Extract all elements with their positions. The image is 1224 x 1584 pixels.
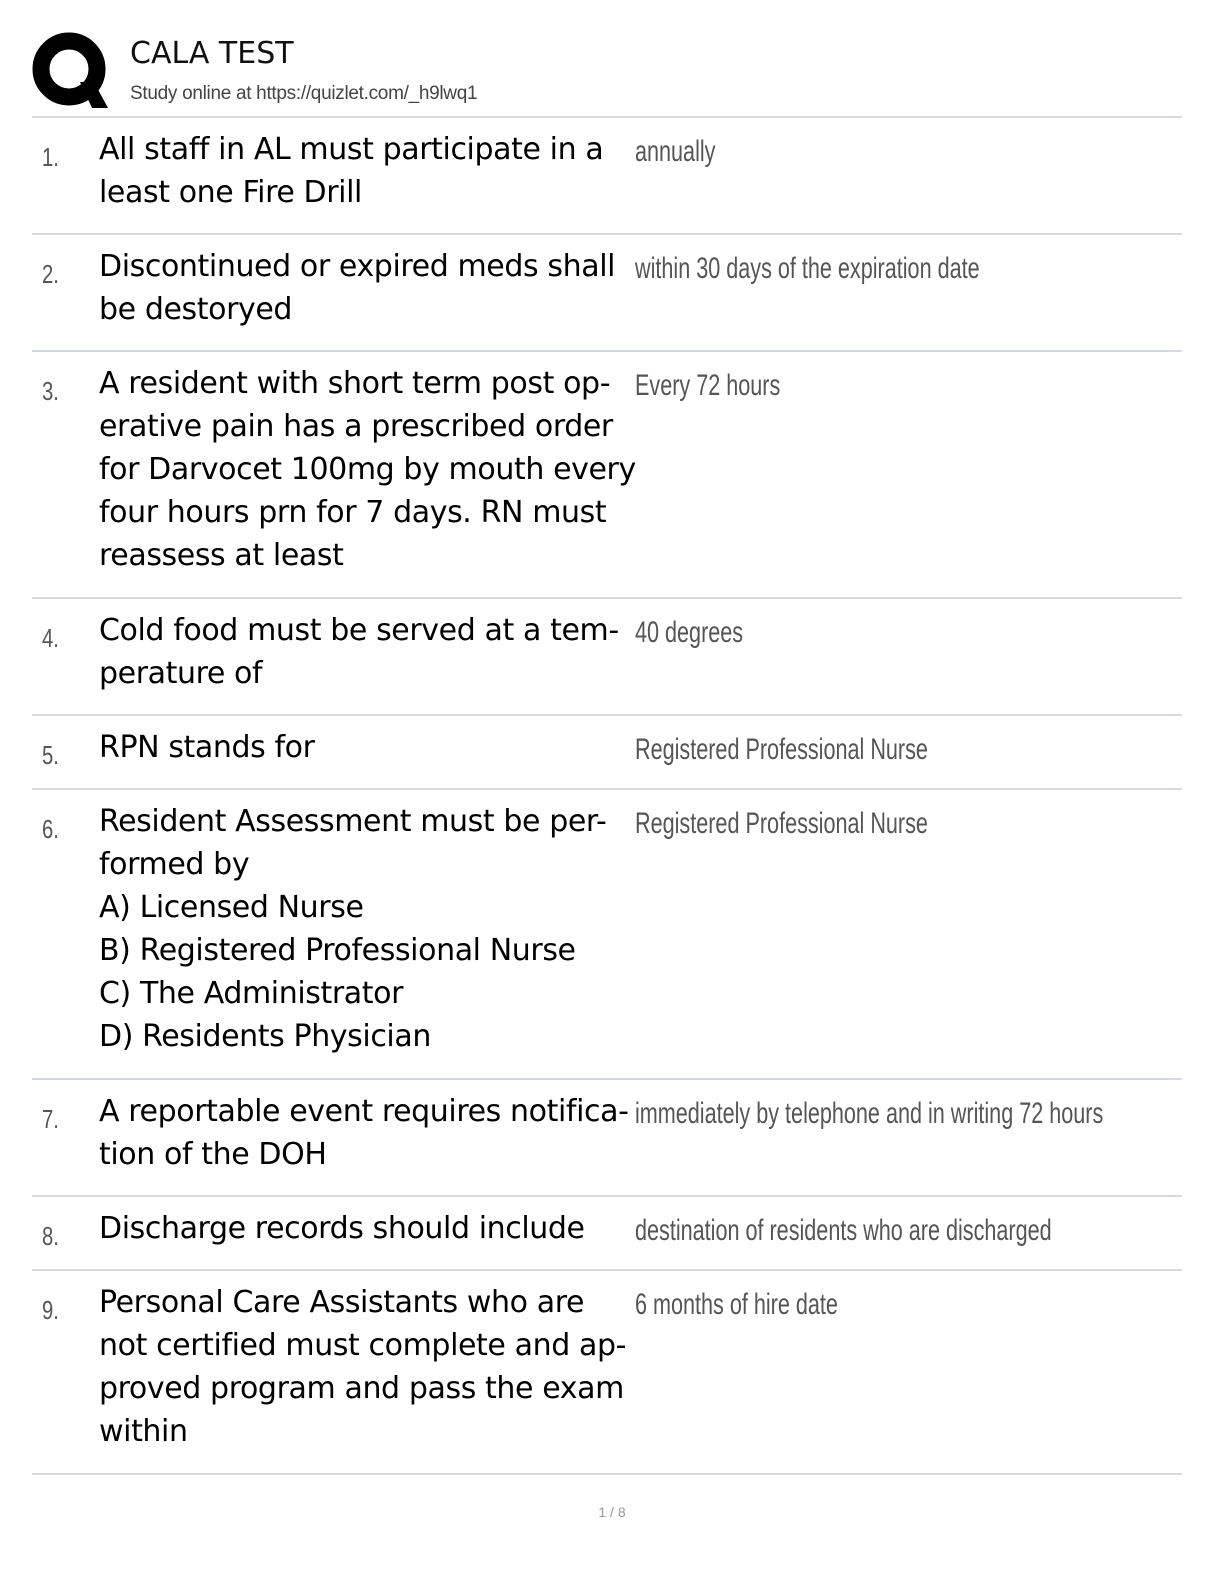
term-line: Discharge records should include [99, 1211, 585, 1246]
term-line: formed by [99, 847, 250, 882]
term-line: A resident with short term post op- [99, 366, 611, 401]
term [99, 1281, 639, 1453]
definition: within 30 days of the expiration date [635, 252, 980, 285]
term-line: A) Licensed Nurse [99, 890, 364, 925]
term-line: Discontinued or expired meds shall [99, 249, 616, 284]
term-line: All staff in AL must participate in a [99, 132, 604, 167]
item-number: 2. [42, 259, 59, 289]
definition: annually [635, 135, 716, 168]
flashcard-row [32, 1197, 1182, 1271]
item-number: 8. [42, 1221, 59, 1251]
flashcard-row [32, 716, 1182, 790]
term-line: four hours prn for 7 days. RN must [99, 495, 607, 530]
definition: destination of residents who are discharged [635, 1214, 1052, 1247]
term-line: for Darvocet 100mg by mouth every [99, 452, 636, 487]
doc-subtitle: Study online at https://quizlet.com/_h9lwq1 [130, 83, 478, 104]
term-line: not certified must complete and ap- [99, 1328, 627, 1363]
definition: immediately by telephone and in writing 72 hours [635, 1097, 1104, 1130]
definition: Registered Professional Nurse [635, 807, 928, 840]
quizlet-q-logo-icon [32, 32, 110, 110]
term [99, 609, 639, 695]
item-number: 7. [42, 1104, 59, 1134]
term-line: Personal Care Assistants who are [99, 1285, 585, 1320]
flashcard-list [32, 118, 1182, 1475]
term-line: proved program and pass the exam [99, 1371, 624, 1406]
definition: 40 degrees [635, 616, 744, 649]
flashcard-row [32, 352, 1182, 599]
flashcard-row [32, 235, 1182, 352]
term-line: C) The Administrator [99, 976, 404, 1011]
term-line: D) Residents Physician [99, 1019, 431, 1054]
term-line: A reportable event requires notifica- [99, 1094, 629, 1129]
flashcard-row [32, 1080, 1182, 1197]
term-line: RPN stands for [99, 730, 315, 765]
term-line: be destoryed [99, 292, 293, 327]
term [99, 800, 639, 1058]
flashcard-row [32, 599, 1182, 716]
term-line: perature of [99, 656, 263, 691]
definition: Every 72 hours [635, 369, 781, 402]
term [99, 1207, 639, 1250]
term [99, 128, 639, 214]
definition: Registered Professional Nurse [635, 733, 928, 766]
doc-title: CALA TEST [130, 36, 294, 71]
term [99, 726, 639, 769]
item-number: 9. [42, 1295, 59, 1325]
term-line: least one Fire Drill [99, 175, 362, 210]
term-line: Cold food must be served at a tem- [99, 613, 619, 648]
term-line: erative pain has a prescribed order [99, 409, 613, 444]
item-number: 5. [42, 740, 59, 770]
definition: 6 months of hire date [635, 1288, 838, 1321]
item-number: 1. [42, 142, 59, 172]
term [99, 245, 639, 331]
term [99, 362, 639, 577]
term-line: tion of the DOH [99, 1137, 327, 1172]
term-line: reassess at least [99, 538, 344, 573]
page-number: 1 / 8 [598, 1504, 626, 1520]
flashcard-row [32, 790, 1182, 1080]
term-line: within [99, 1414, 188, 1449]
term [99, 1090, 639, 1176]
flashcard-row [32, 1271, 1182, 1475]
header [32, 28, 1182, 118]
item-number: 4. [42, 623, 59, 653]
item-number: 3. [42, 376, 59, 406]
item-number: 6. [42, 814, 59, 844]
flashcard-row [32, 118, 1182, 235]
term-line: Resident Assessment must be per- [99, 804, 607, 839]
term-line: B) Registered Professional Nurse [99, 933, 576, 968]
